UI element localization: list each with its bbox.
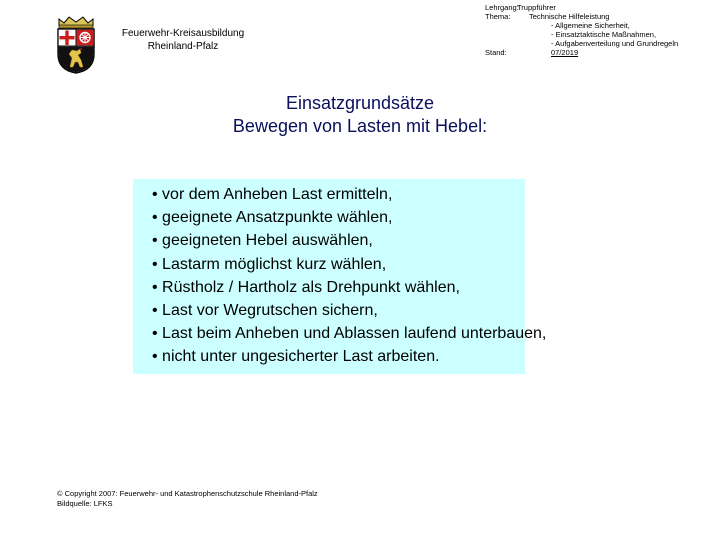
coat-of-arms-logo (53, 14, 99, 74)
thema-item: - Allgemeine Sicherheit, (551, 21, 630, 30)
thema-item: - Einsatztaktische Maßnahmen, (551, 30, 657, 39)
org-line-2: Rheinland-Pfalz (147, 41, 219, 52)
org-line-1: Feuerwehr-Kreisausbildung (121, 28, 245, 39)
slide-title: Einsatzgrundsätze (285, 93, 435, 113)
slide-subtitle: Bewegen von Lasten mit Hebel: (232, 116, 488, 136)
image-source-text: Bildquelle: LFKS (57, 499, 113, 508)
list-item: • Lastarm möglichst kurz wählen, (152, 253, 546, 276)
list-item: • geeigneten Hebel auswählen, (152, 229, 546, 252)
list-item: • geeignete Ansatzpunkte wählen, (152, 206, 546, 229)
list-item: • vor dem Anheben Last ermitteln, (152, 183, 546, 206)
list-item: • Last vor Wegrutschen sichern, (152, 299, 546, 322)
stand-value: 07/2019 (551, 48, 579, 57)
stand-label: Stand: (485, 48, 507, 57)
organization-name (108, 27, 258, 53)
lehrgang-label: Lehrgang: (485, 3, 519, 12)
lehrgang-value: Truppführer (517, 3, 556, 12)
list-item: • Last beim Anheben und Ablassen laufend unterbauen, (152, 322, 546, 345)
course-info (485, 3, 678, 57)
list-item: • nicht unter ungesicherter Last arbeiten. (152, 345, 546, 368)
footer (57, 489, 318, 509)
thema-label: Thema: (485, 12, 511, 21)
thema-item: - Aufgabenverteilung und Grundregeln (551, 39, 679, 48)
thema-value: Technische Hilfeleistung (529, 12, 610, 21)
copyright-text: © Copyright 2007: Feuerwehr- und Katastrophenschutzschule Rheinland-Pfalz (57, 489, 318, 498)
list-item: • Rüstholz / Hartholz als Drehpunkt wählen, (152, 276, 546, 299)
bullet-list (152, 183, 546, 369)
